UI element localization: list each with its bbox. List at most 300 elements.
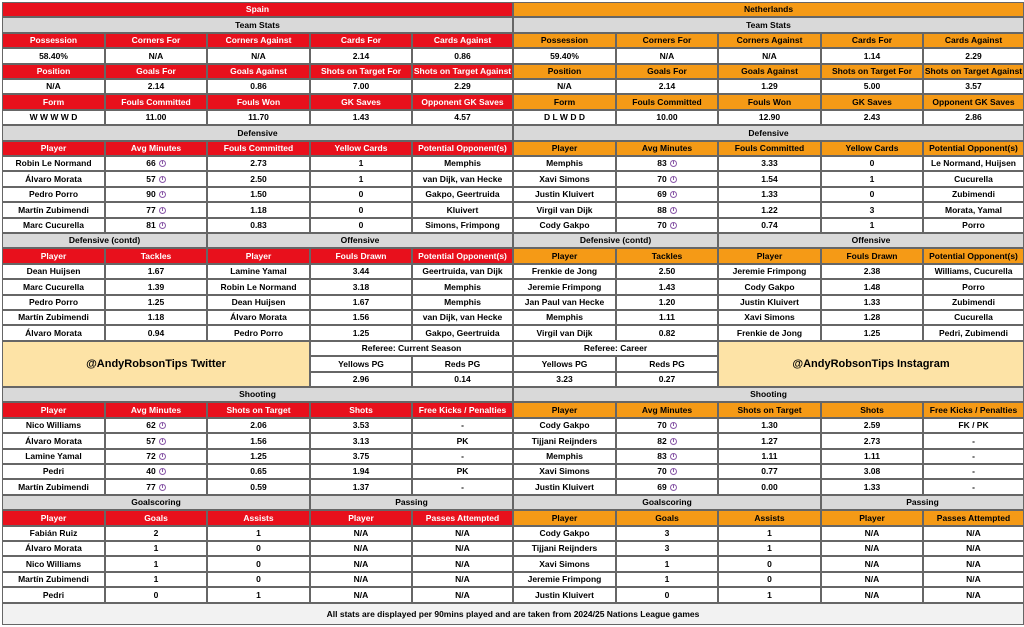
player-name [2, 479, 105, 495]
referee-current-value [310, 372, 412, 387]
stat-cell [616, 156, 718, 171]
stat-cell-text: 1 [767, 543, 772, 554]
stat-cell-text: 0.94 [147, 327, 165, 338]
player-name-text: Pedro Porro [28, 297, 79, 308]
player-name [2, 202, 105, 218]
stat-cell-text: 69 [657, 189, 667, 200]
stat-cell-text: 1.43 [658, 281, 676, 292]
player-name [513, 433, 616, 449]
stat-cell [718, 202, 821, 218]
spain-offensive-header-text: Player [245, 250, 272, 261]
spain-team-stat-value-text: 1.43 [352, 112, 370, 123]
stat-cell-text: 0 [767, 558, 772, 569]
player-name-text: Frenkie de Jong [736, 327, 803, 338]
stopwatch-icon [159, 422, 166, 429]
stat-cell-text: 3.18 [352, 281, 370, 292]
player-name [2, 556, 105, 572]
stat-cell [718, 218, 821, 233]
stopwatch-icon [670, 468, 677, 475]
netherlands-team-stat-label [821, 33, 923, 48]
stat-cell-text: Williams, Cucurella [934, 266, 1013, 277]
netherlands-offensive-header-text: Fouls Drawn [846, 250, 898, 261]
netherlands-defensive-header-text: Player [551, 143, 578, 154]
player-name-text: Justin Kluivert [534, 589, 595, 600]
player-name [2, 218, 105, 233]
player-name [513, 295, 616, 310]
spain-team-stat-label-text: Goals Against [230, 66, 287, 77]
stat-cell-text: N/A [864, 589, 880, 600]
stat-cell [412, 572, 513, 587]
stat-cell-text: 3 [664, 528, 670, 539]
stat-cell-text: 83 [657, 158, 667, 169]
player-name [513, 187, 616, 202]
stat-cell-text: 70 [657, 420, 667, 431]
footer-note [2, 603, 1024, 625]
stat-cell-text: 77 [146, 481, 156, 492]
stat-cell [207, 418, 310, 433]
stat-cell [105, 202, 207, 218]
stat-cell-text: N/A [966, 558, 981, 569]
player-name [207, 279, 310, 295]
stat-cell [923, 526, 1024, 541]
spain-defensive-header [207, 141, 310, 156]
netherlands-offensive-header-text: Potential Opponent(s) [929, 250, 1018, 261]
player-name [513, 556, 616, 572]
stat-cell [105, 556, 207, 572]
netherlands-team-stat-value [718, 79, 821, 94]
stat-cell [105, 325, 207, 341]
player-name [2, 325, 105, 341]
stat-cell [105, 418, 207, 433]
player-name-text: Justin Kluivert [534, 481, 595, 492]
stat-cell-text: 1.11 [658, 312, 676, 323]
netherlands-passing-title-text: Passing [906, 497, 939, 508]
spain-team-stat-value [2, 48, 105, 64]
stat-cell-text: 0 [767, 574, 772, 585]
stat-cell-text: van Dijk, van Hecke [422, 312, 503, 323]
spain-team-stat-label-text: Cards For [340, 35, 382, 46]
netherlands-defensive-header-text: Avg Minutes [641, 143, 693, 154]
stat-cell [310, 279, 412, 295]
spain-offensive-header-text: Potential Opponent(s) [418, 250, 507, 261]
spain-shooting-header-text: Avg Minutes [130, 404, 182, 415]
spain-team-stat-value [207, 110, 310, 125]
stat-cell [718, 572, 821, 587]
netherlands-team-stat-label [718, 64, 821, 79]
netherlands-passing-title [821, 495, 1024, 510]
netherlands-team-stat-label [513, 64, 616, 79]
spain-team-stat-label-text: Fouls Won [236, 96, 281, 107]
netherlands-goalscoring-header [616, 510, 718, 526]
player-name [513, 541, 616, 556]
stat-cell-text: 1 [869, 173, 875, 184]
spain-goalscoring-header-text: Assists [243, 512, 274, 523]
spain-team-stat-label [2, 64, 105, 79]
netherlands-defensive-title-text: Defensive [748, 127, 789, 138]
player-name-text: Lamine Yamal [25, 451, 82, 462]
player-name-text: Álvaro Morata [230, 312, 287, 323]
stat-cell [412, 295, 513, 310]
spain-defensive-contd-header [2, 248, 105, 264]
stat-cell-text: 70 [657, 466, 667, 477]
player-name-text: Fabián Ruiz [29, 528, 78, 539]
stat-cell [207, 464, 310, 479]
spain-team-stat-label [105, 33, 207, 48]
stat-cell [821, 479, 923, 495]
stat-cell-text: 0 [153, 589, 159, 600]
netherlands-shooting-header [513, 402, 616, 418]
stat-cell-text: 0.65 [250, 466, 267, 477]
stat-cell [412, 325, 513, 341]
stat-cell [412, 556, 513, 572]
spain-team-stat-label-text: Form [42, 96, 65, 107]
stat-cell-text: Simons, Frimpong [425, 220, 500, 231]
stat-cell-text: 90 [146, 189, 156, 200]
spain-shooting-header-text: Shots [349, 404, 373, 415]
spain-passing-header-text: Passes Attempted [425, 512, 500, 523]
stat-cell-text: Porro [962, 220, 985, 231]
stat-cell [616, 526, 718, 541]
stat-cell [616, 541, 718, 556]
stat-cell-text: 81 [146, 220, 156, 231]
stat-cell [105, 310, 207, 325]
netherlands-team-stat-label-text: Goals Against [741, 66, 798, 77]
stat-cell-text: 1 [358, 158, 364, 169]
netherlands-offensive-header [923, 248, 1024, 264]
stat-cell-text: 72 [146, 451, 156, 462]
spain-goalscoring-header [2, 510, 105, 526]
spain-goalscoring-title [2, 495, 310, 510]
netherlands-team-stat-label-text: Shots on Target For [831, 66, 913, 77]
player-name [2, 295, 105, 310]
netherlands-team-stat-label [923, 94, 1024, 110]
stat-cell-text: 1.37 [352, 481, 370, 492]
spain-team-stat-value [412, 79, 513, 94]
player-name-text: Martín Zubimendi [18, 574, 89, 585]
stat-cell [718, 556, 821, 572]
stat-cell [412, 171, 513, 187]
stat-cell-text: - [972, 466, 975, 477]
netherlands-shooting-header-text: Free Kicks / Penalties [929, 404, 1018, 415]
stopwatch-icon [670, 484, 677, 491]
spain-team-stat-label [412, 94, 513, 110]
stat-cell [105, 449, 207, 464]
player-name-text: Lamine Yamal [230, 266, 287, 277]
netherlands-team-stat-label-text: Shots on Target Against [924, 66, 1023, 77]
spain-goalscoring-title-text: Goalscoring [131, 497, 181, 508]
spain-defensive-header [105, 141, 207, 156]
stat-cell [718, 526, 821, 541]
stat-cell-text: 3.53 [352, 420, 370, 431]
player-name-text: Cody Gakpo [539, 420, 590, 431]
stat-cell-text: 1.25 [352, 327, 370, 338]
player-name-text: Álvaro Morata [25, 173, 82, 184]
netherlands-passing-header-text: Passes Attempted [936, 512, 1011, 523]
player-name-text: Memphis [546, 451, 583, 462]
stat-cell [105, 264, 207, 279]
netherlands-team-stats-title [513, 17, 1024, 33]
netherlands-shooting-header-text: Shots [860, 404, 884, 415]
player-name [513, 587, 616, 603]
stat-cell [105, 479, 207, 495]
spain-offensive-title [207, 233, 513, 248]
stat-cell-text: 1 [664, 574, 670, 585]
stat-cell [207, 526, 310, 541]
stat-cell-text: 70 [657, 173, 667, 184]
netherlands-offensive-header [821, 248, 923, 264]
netherlands-passing-header [923, 510, 1024, 526]
stat-cell-text: - [972, 451, 975, 462]
player-name-text: Marc Cucurella [23, 281, 84, 292]
netherlands-team-stat-value-text: 2.14 [658, 81, 676, 92]
spain-team-stat-value-text: 11.00 [145, 112, 167, 123]
stat-cell [207, 541, 310, 556]
spain-team-stat-label [412, 64, 513, 79]
netherlands-defensive-contd-header-text: Tackles [651, 250, 683, 261]
netherlands-offensive-title-text: Offensive [851, 235, 891, 246]
stat-cell [923, 433, 1024, 449]
stat-cell-text: 1.11 [761, 451, 778, 462]
stat-cell [105, 541, 207, 556]
netherlands-team-stat-value-text: 3.57 [965, 81, 982, 92]
stopwatch-icon [670, 222, 677, 229]
stopwatch-icon [670, 207, 677, 214]
player-name-text: Cody Gakpo [539, 220, 590, 231]
netherlands-team-stat-value [718, 110, 821, 125]
netherlands-offensive-header-text: Player [756, 250, 783, 261]
player-name-text: Pedro Porro [28, 189, 79, 200]
player-name-text: Tijjani Reijnders [531, 435, 598, 446]
spain-defensive-header [412, 141, 513, 156]
stat-cell-text: Porro [962, 281, 985, 292]
stat-cell [310, 587, 412, 603]
netherlands-team-stat-value [923, 110, 1024, 125]
spain-defensive-header-text: Fouls Committed [223, 143, 294, 154]
stat-cell-text: 1 [153, 574, 159, 585]
netherlands-offensive-title [718, 233, 1024, 248]
stat-cell [207, 218, 310, 233]
spain-team-stat-value-text: 4.57 [454, 112, 471, 123]
netherlands-team-stat-value-text: 59.40% [550, 50, 579, 61]
player-name-text: Xavi Simons [539, 173, 590, 184]
stat-cell-text: N/A [455, 558, 470, 569]
stat-cell [923, 156, 1024, 171]
spain-team-stat-label-text: Possession [29, 35, 78, 46]
player-name [2, 279, 105, 295]
stat-cell-text: 88 [657, 204, 667, 215]
stat-cell-text: 0 [358, 220, 364, 231]
netherlands-team-stat-label [718, 94, 821, 110]
stat-cell-text: 77 [146, 204, 156, 215]
player-name [2, 587, 105, 603]
player-name [513, 418, 616, 433]
netherlands-passing-header-text: Player [859, 512, 885, 523]
player-name [2, 572, 105, 587]
stat-cell-text: 1.56 [250, 435, 267, 446]
referee-career-header [616, 356, 718, 372]
stat-cell [923, 464, 1024, 479]
stat-cell [923, 295, 1024, 310]
stat-cell [923, 449, 1024, 464]
netherlands-defensive-contd-header-text: Player [551, 250, 578, 261]
stat-cell [821, 279, 923, 295]
stat-cell [207, 156, 310, 171]
spain-shooting-header-text: Shots on Target [226, 404, 291, 415]
stat-cell [412, 202, 513, 218]
stat-cell-text: Gakpo, Geertruida [425, 189, 500, 200]
netherlands-team-stat-value [821, 110, 923, 125]
netherlands-team-stat-value-text: 1.14 [863, 50, 881, 61]
netherlands-team-stat-value-text: D L W D D [544, 112, 585, 123]
stat-cell-text: N/A [353, 574, 369, 585]
spain-team-stat-value [105, 48, 207, 64]
player-name-text: Marc Cucurella [23, 220, 84, 231]
netherlands-shooting-header-text: Player [551, 404, 578, 415]
player-name-text: Cody Gakpo [539, 528, 590, 539]
stat-cell [105, 572, 207, 587]
stat-cell-text: 1.54 [761, 173, 778, 184]
spain-team-stat-label [310, 33, 412, 48]
stat-cell [821, 325, 923, 341]
player-name [2, 187, 105, 202]
stat-cell-text: N/A [966, 589, 981, 600]
stat-cell [718, 187, 821, 202]
stat-cell [310, 295, 412, 310]
netherlands-passing-header [821, 510, 923, 526]
stat-cell [616, 325, 718, 341]
stat-cell [310, 572, 412, 587]
spain-defensive-header [2, 141, 105, 156]
stat-cell-text: 1.67 [352, 297, 370, 308]
stat-cell [207, 187, 310, 202]
spain-passing-title [310, 495, 513, 510]
spain-team-stat-value-text: 2.14 [352, 50, 370, 61]
stat-cell [310, 464, 412, 479]
stat-cell [105, 587, 207, 603]
referee-career-title [513, 341, 718, 356]
player-name-text: Robin Le Normand [220, 281, 297, 292]
stat-cell-text: PK [456, 435, 469, 446]
stat-cell [207, 479, 310, 495]
netherlands-defensive-contd-title [513, 233, 718, 248]
stat-cell-text: - [461, 420, 464, 431]
stat-cell-text: N/A [455, 528, 470, 539]
stat-cell [923, 171, 1024, 187]
referee-career-header [513, 356, 616, 372]
stat-cell-text: N/A [353, 528, 369, 539]
netherlands-defensive-title [513, 125, 1024, 141]
stat-cell [616, 202, 718, 218]
stat-cell [310, 202, 412, 218]
netherlands-team-stat-label [718, 33, 821, 48]
player-name [718, 295, 821, 310]
stat-cell [821, 187, 923, 202]
spain-defensive-header-text: Yellow Cards [334, 143, 388, 154]
player-name [207, 310, 310, 325]
player-name [2, 418, 105, 433]
stat-cell-text: N/A [455, 574, 470, 585]
spain-team-stat-value-text: 58.40% [39, 50, 68, 61]
instagram-promo [718, 341, 1024, 387]
player-name [513, 202, 616, 218]
stat-cell [718, 587, 821, 603]
stat-cell-text: 0 [256, 543, 261, 554]
stat-cell [310, 541, 412, 556]
player-name [2, 464, 105, 479]
player-name-text: Memphis [546, 158, 583, 169]
spain-team-stat-value [310, 110, 412, 125]
stat-cell-text: 3 [664, 543, 670, 554]
netherlands-team-stat-label [923, 33, 1024, 48]
spain-team-stat-value-text: 2.29 [454, 81, 471, 92]
stat-cell-text: Zubimendi [952, 189, 995, 200]
stat-cell-text: Memphis [444, 158, 481, 169]
spain-shooting-header [2, 402, 105, 418]
stat-cell-text: 2.59 [863, 420, 881, 431]
spain-team-stat-value [207, 48, 310, 64]
stopwatch-icon [159, 222, 166, 229]
stat-cell [616, 295, 718, 310]
referee-current-value [412, 372, 513, 387]
netherlands-shooting-header [718, 402, 821, 418]
player-name [2, 264, 105, 279]
netherlands-team-stat-value [513, 48, 616, 64]
stat-cell-text: N/A [864, 558, 880, 569]
netherlands-shooting-title-text: Shooting [750, 389, 787, 400]
stat-cell [923, 418, 1024, 433]
referee-career-value-text: 0.27 [658, 374, 676, 385]
netherlands-shooting-header-text: Shots on Target [737, 404, 802, 415]
spain-team-stats-title-text: Team Stats [235, 19, 280, 30]
stat-cell-text: Gakpo, Geertruida [425, 327, 500, 338]
netherlands-team-stat-value [616, 110, 718, 125]
spain-shooting-title [2, 387, 513, 402]
stat-cell [310, 310, 412, 325]
spain-defensive-contd-header-text: Tackles [140, 250, 172, 261]
player-name [513, 156, 616, 171]
spain-offensive-title-text: Offensive [340, 235, 380, 246]
stat-cell-text: 1.22 [761, 204, 778, 215]
stat-cell-text: 1.48 [863, 281, 881, 292]
stat-cell-text: 1.67 [147, 266, 165, 277]
netherlands-team-stat-label-text: Fouls Committed [632, 96, 702, 107]
twitter-promo [2, 341, 310, 387]
spain-team-stat-label-text: Corners Against [225, 35, 292, 46]
stat-cell [310, 264, 412, 279]
stat-cell [718, 433, 821, 449]
stat-cell-text: Le Normand, Huijsen [930, 158, 1016, 169]
stat-cell-text: 1.11 [863, 451, 881, 462]
netherlands-team-stat-label-text: Opponent GK Saves [932, 96, 1015, 107]
spain-defensive-header-text: Avg Minutes [130, 143, 182, 154]
player-name [718, 264, 821, 279]
netherlands-team-stat-label [821, 94, 923, 110]
stat-cell-text: PK [456, 466, 469, 477]
stat-cell-text: 40 [146, 466, 156, 477]
netherlands-offensive-header [718, 248, 821, 264]
stat-cell [412, 587, 513, 603]
player-name [2, 156, 105, 171]
stat-cell-text: 1.50 [250, 189, 267, 200]
stat-cell [821, 156, 923, 171]
stat-cell-text: 0.59 [250, 481, 267, 492]
spain-team-stat-label [2, 33, 105, 48]
netherlands-team-stats-title-text: Team Stats [746, 19, 791, 30]
player-name-text: Martín Zubimendi [18, 312, 89, 323]
stat-cell [923, 310, 1024, 325]
stat-cell-text: 1.33 [863, 297, 881, 308]
netherlands-defensive-contd-title-text: Defensive (contd) [579, 235, 652, 246]
